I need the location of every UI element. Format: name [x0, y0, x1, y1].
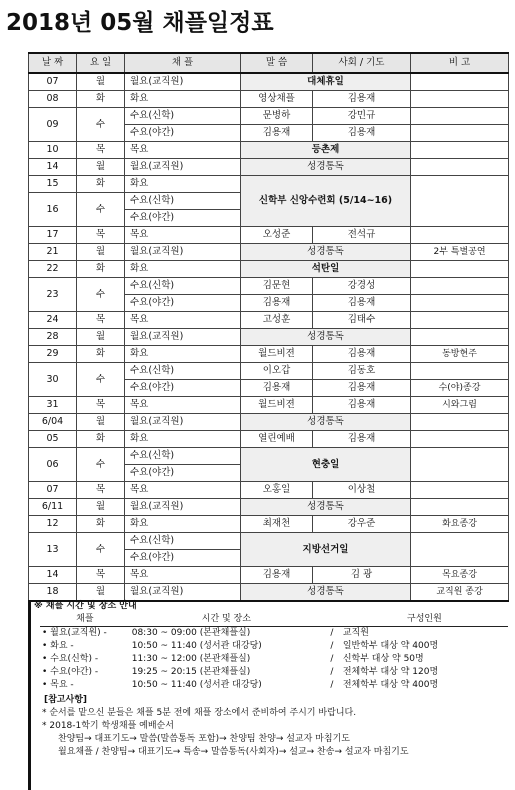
note-cell [411, 482, 509, 499]
host-prayer-cell: 강우준 [313, 516, 411, 533]
info-cell: 19:25 ~ 20:15 (본관채플실) [131, 667, 251, 677]
note-cell: 2부 특별공연 [411, 244, 509, 261]
host-prayer-cell: 김용재 [313, 125, 411, 142]
speaker-cell: 이오갑 [241, 363, 313, 380]
chapel-cell: 목요 [125, 142, 241, 159]
note-cell [411, 142, 509, 159]
merged-event-cell: 성경통독 [241, 329, 411, 346]
date-cell: 23 [29, 278, 77, 312]
info-col-time: 시간 및 장소 [130, 613, 323, 627]
chapel-cell: 화요 [125, 176, 241, 193]
note-line: 월요채플 / 찬양팀→ 대표기도→ 특송→ 말씀통독(사회자)→ 설교→ 찬송→ 설교자 마침기도 [58, 747, 409, 757]
chapel-cell: 수요(야간) [125, 465, 241, 482]
table-row [29, 312, 509, 329]
chapel-cell: 수요(신학) [125, 533, 241, 550]
merged-event-cell: 석탄일 [241, 261, 411, 278]
date-cell: 12 [29, 516, 77, 533]
date-cell: 08 [29, 91, 77, 108]
speaker-cell: 김용재 [241, 295, 313, 312]
chapel-cell: 목요 [125, 397, 241, 414]
date-cell: 30 [29, 363, 77, 397]
info-cell: / [330, 654, 334, 664]
date-cell: 24 [29, 312, 77, 329]
chapel-cell: 목요 [125, 227, 241, 244]
speaker-cell: 영상채플 [241, 91, 313, 108]
date-cell: 07 [29, 73, 77, 91]
note-line: * 2018-1학기 학생채플 예배순서 [42, 721, 174, 731]
merged-event-cell: 현충일 [241, 448, 411, 482]
chapel-cell: 월요(교직원) [125, 73, 241, 91]
info-col-chapel: 채플 [40, 613, 130, 627]
host-prayer-cell: 이상철 [313, 482, 411, 499]
schedule-table [28, 52, 509, 602]
note-cell [411, 533, 509, 567]
info-cell: 교직원 [342, 628, 369, 638]
note-cell [411, 499, 509, 516]
info-cell: / [330, 680, 334, 690]
weekday-cell: 월 [77, 244, 125, 261]
host-prayer-cell: 김용재 [313, 295, 411, 312]
weekday-cell: 목 [77, 397, 125, 414]
note-cell [411, 329, 509, 346]
info-cell: / [330, 628, 334, 638]
merged-event-cell: 등촌제 [241, 142, 411, 159]
speaker-cell: 김용재 [241, 380, 313, 397]
merged-event-cell: 신학부 신앙수련회 (5/14~16) [241, 176, 411, 227]
host-prayer-cell: 김용재 [313, 380, 411, 397]
speaker-cell: 문병하 [241, 108, 313, 125]
header-cell: 말 씀 [241, 53, 313, 73]
weekday-cell: 월 [77, 73, 125, 91]
chapel-cell: 수요(신학) [125, 193, 241, 210]
weekday-cell: 수 [77, 108, 125, 142]
info-cell: 신학부 대상 약 50명 [342, 654, 424, 664]
table-row [29, 227, 509, 244]
date-cell: 29 [29, 346, 77, 363]
weekday-cell: 목 [77, 227, 125, 244]
weekday-cell: 화 [77, 516, 125, 533]
chapel-cell: 화요 [125, 346, 241, 363]
header-cell: 날 짜 [29, 53, 77, 73]
info-cell: • 화요 - [42, 641, 74, 651]
table-row [29, 431, 509, 448]
merged-event-cell: 성경통독 [241, 244, 411, 261]
chapel-cell: 수요(야간) [125, 125, 241, 142]
info-row [40, 640, 508, 653]
merged-event-cell: 성경통독 [241, 584, 411, 602]
speaker-cell: 열린예배 [241, 431, 313, 448]
speaker-cell: 고성훈 [241, 312, 313, 329]
chapel-cell: 화요 [125, 431, 241, 448]
chapel-cell: 월요(교직원) [125, 244, 241, 261]
chapel-cell: 월요(교직원) [125, 499, 241, 516]
date-cell: 31 [29, 397, 77, 414]
table-row [29, 329, 509, 346]
info-cell: • 수요(야간) - [42, 667, 99, 677]
speaker-cell: 김용재 [241, 125, 313, 142]
chapel-cell: 수요(신학) [125, 363, 241, 380]
weekday-cell: 화 [77, 176, 125, 193]
chapel-cell: 수요(신학) [125, 108, 241, 125]
date-cell: 18 [29, 584, 77, 602]
info-cell: 08:30 ~ 09:00 (본관채플실) [131, 628, 251, 638]
note-cell [411, 363, 509, 380]
speaker-cell: 오홍일 [241, 482, 313, 499]
table-row [29, 516, 509, 533]
note-cell: 시와그림 [411, 397, 509, 414]
info-row [40, 679, 508, 692]
chapel-info-section [26, 600, 508, 759]
table-row [29, 261, 509, 278]
chapel-cell: 수요(야간) [125, 550, 241, 567]
host-prayer-cell: 강민규 [313, 108, 411, 125]
note-cell [411, 261, 509, 278]
host-prayer-cell: 김용재 [313, 91, 411, 108]
weekday-cell: 월 [77, 329, 125, 346]
date-cell: 16 [29, 193, 77, 227]
table-row [29, 176, 509, 193]
date-cell: 13 [29, 533, 77, 567]
chapel-cell: 월요(교직원) [125, 329, 241, 346]
table-row [29, 397, 509, 414]
note-cell [411, 73, 509, 91]
table-row [29, 142, 509, 159]
date-cell: 10 [29, 142, 77, 159]
table-row [29, 278, 509, 295]
weekday-cell: 월 [77, 159, 125, 176]
note-cell [411, 108, 509, 125]
chapel-cell: 수요(야간) [125, 380, 241, 397]
chapel-cell: 수요(신학) [125, 278, 241, 295]
table-row [29, 584, 509, 602]
merged-event-cell: 성경통독 [241, 499, 411, 516]
page-title: 2018년 05월 채플일정표 [6, 10, 274, 36]
speaker-cell: 월드비젼 [241, 397, 313, 414]
info-table [40, 613, 508, 692]
info-cell: 일반학부 대상 약 400명 [342, 641, 439, 651]
chapel-cell: 화요 [125, 91, 241, 108]
merged-event-cell: 지방선거일 [241, 533, 411, 567]
merged-event-cell: 성경통독 [241, 414, 411, 431]
table-row [29, 448, 509, 465]
weekday-cell: 수 [77, 448, 125, 482]
info-cell: / [330, 641, 334, 651]
info-cell: 전체학부 대상 약 120명 [342, 667, 439, 677]
info-row [40, 666, 508, 679]
note-cell: 수(야)종강 [411, 380, 509, 397]
weekday-cell: 목 [77, 142, 125, 159]
weekday-cell: 월 [77, 584, 125, 602]
info-cell: 11:30 ~ 12:00 (본관채플실) [131, 654, 251, 664]
date-cell: 22 [29, 261, 77, 278]
note-line: * 순서를 맡으신 분들은 채플 5분 전에 채플 장소에서 준비하여 주시기 바랍니다. [42, 708, 357, 718]
weekday-cell: 목 [77, 567, 125, 584]
table-row [29, 533, 509, 550]
note-cell [411, 312, 509, 329]
section-bar [28, 600, 31, 790]
table-row [29, 159, 509, 176]
info-cell: • 목요 - [42, 680, 74, 690]
info-heading: ※ 채플 시간 및 장소 안내 [34, 601, 137, 611]
date-cell: 17 [29, 227, 77, 244]
table-row [29, 108, 509, 125]
info-col-members: 구성인원 [341, 613, 508, 627]
note-cell [411, 414, 509, 431]
speaker-cell: 김문현 [241, 278, 313, 295]
date-cell: 28 [29, 329, 77, 346]
chapel-cell: 수요(야간) [125, 295, 241, 312]
info-cell: • 수요(신학) - [42, 654, 99, 664]
speaker-cell: 오성준 [241, 227, 313, 244]
note-cell [411, 125, 509, 142]
header-cell: 사회 / 기도 [313, 53, 411, 73]
weekday-cell: 수 [77, 533, 125, 567]
table-header-row [29, 53, 509, 73]
date-cell: 6/11 [29, 499, 77, 516]
host-prayer-cell: 강경성 [313, 278, 411, 295]
note-cell [411, 278, 509, 295]
chapel-cell: 화요 [125, 261, 241, 278]
table-row [29, 363, 509, 380]
table-row [29, 482, 509, 499]
info-row [40, 653, 508, 666]
date-cell: 07 [29, 482, 77, 499]
table-row [29, 91, 509, 108]
note-cell: 화요종강 [411, 516, 509, 533]
weekday-cell: 수 [77, 363, 125, 397]
date-cell: 6/04 [29, 414, 77, 431]
weekday-cell: 수 [77, 278, 125, 312]
chapel-cell: 화요 [125, 516, 241, 533]
header-cell: 비 고 [411, 53, 509, 73]
chapel-cell: 수요(야간) [125, 210, 241, 227]
info-cell: 10:50 ~ 11:40 (성서관 대강당) [131, 641, 262, 651]
reference-title: [참고사항] [44, 695, 88, 705]
date-cell: 14 [29, 159, 77, 176]
chapel-cell: 수요(신학) [125, 448, 241, 465]
date-cell: 06 [29, 448, 77, 482]
weekday-cell: 화 [77, 346, 125, 363]
table-row [29, 346, 509, 363]
host-prayer-cell: 김용재 [313, 397, 411, 414]
merged-event-cell: 성경통독 [241, 159, 411, 176]
table-row [29, 567, 509, 584]
note-cell: 교직원 종강 [411, 584, 509, 602]
note-cell [411, 91, 509, 108]
date-cell: 14 [29, 567, 77, 584]
weekday-cell: 월 [77, 499, 125, 516]
weekday-cell: 목 [77, 312, 125, 329]
chapel-cell: 목요 [125, 567, 241, 584]
info-cell: 전체학부 대상 약 400명 [342, 680, 439, 690]
info-row [40, 627, 508, 641]
speaker-cell: 김용재 [241, 567, 313, 584]
date-cell: 15 [29, 176, 77, 193]
chapel-cell: 목요 [125, 482, 241, 499]
speaker-cell: 월드비젼 [241, 346, 313, 363]
weekday-cell: 목 [77, 482, 125, 499]
date-cell: 09 [29, 108, 77, 142]
weekday-cell: 화 [77, 91, 125, 108]
chapel-cell: 목요 [125, 312, 241, 329]
header-cell: 채 플 [125, 53, 241, 73]
note-cell [411, 295, 509, 312]
host-prayer-cell: 김 광 [313, 567, 411, 584]
info-cell: • 월요(교직원) - [42, 628, 107, 638]
note-cell [411, 176, 509, 227]
date-cell: 05 [29, 431, 77, 448]
info-cell: 10:50 ~ 11:40 (성서관 대강당) [131, 680, 262, 690]
merged-event-cell: 대체휴일 [241, 73, 411, 91]
note-cell [411, 227, 509, 244]
host-prayer-cell: 김태수 [313, 312, 411, 329]
note-cell: 동방현주 [411, 346, 509, 363]
note-line: 찬양팀→ 대표기도→ 말씀(말씀통독 포함)→ 찬양팀 찬양→ 설교자 마침기도 [58, 734, 350, 744]
host-prayer-cell: 김동호 [313, 363, 411, 380]
date-cell: 21 [29, 244, 77, 261]
weekday-cell: 화 [77, 261, 125, 278]
host-prayer-cell: 전석규 [313, 227, 411, 244]
weekday-cell: 화 [77, 431, 125, 448]
note-cell [411, 159, 509, 176]
chapel-cell: 월요(교직원) [125, 414, 241, 431]
note-cell: 목요종강 [411, 567, 509, 584]
table-row [29, 499, 509, 516]
header-cell: 요 일 [77, 53, 125, 73]
chapel-cell: 월요(교직원) [125, 159, 241, 176]
note-cell [411, 448, 509, 482]
note-cell [411, 431, 509, 448]
host-prayer-cell: 김용재 [313, 346, 411, 363]
weekday-cell: 수 [77, 193, 125, 227]
host-prayer-cell: 김용재 [313, 431, 411, 448]
table-row [29, 414, 509, 431]
weekday-cell: 월 [77, 414, 125, 431]
speaker-cell: 최재천 [241, 516, 313, 533]
info-cell: / [330, 667, 334, 677]
chapel-cell: 월요(교직원) [125, 584, 241, 602]
table-row [29, 244, 509, 261]
table-row [29, 73, 509, 91]
